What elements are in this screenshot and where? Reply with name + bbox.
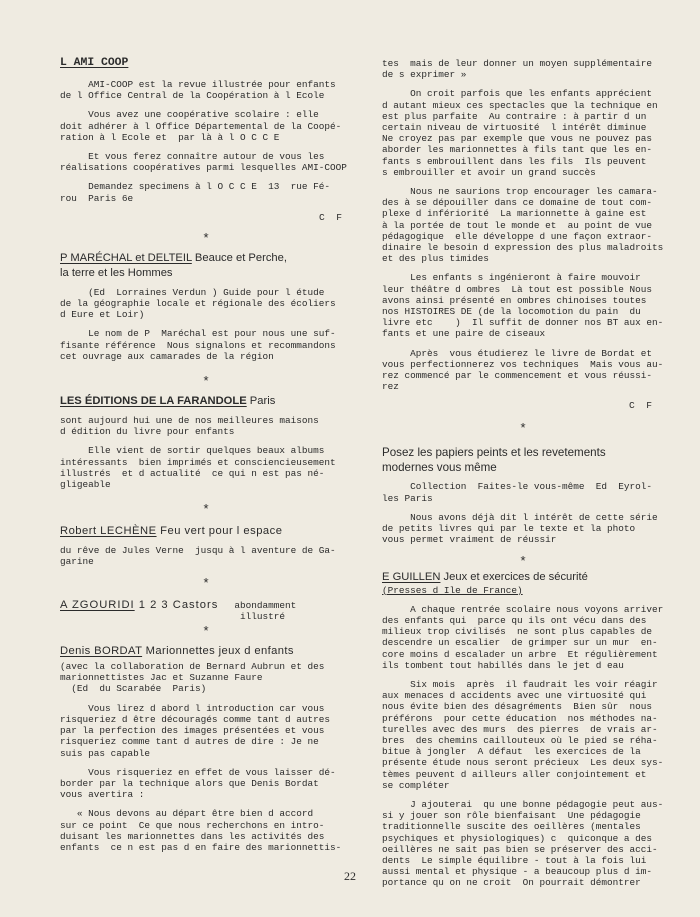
separator-star: * bbox=[203, 501, 209, 517]
bordat-para-2: Vous lirez d abord l introduction car vous risqueriez d être découragés comme tant d autres par la perfection des images présentées et vous risqueriez comme tant d autres de dire : Je ne suis pas capable bbox=[60, 702, 331, 759]
separator-star: * bbox=[203, 229, 209, 245]
ami-coop-heading: L AMI COOP bbox=[60, 57, 129, 69]
farandole-heading: LES ÉDITIONS DE LA FARANDOLE Paris bbox=[60, 395, 276, 408]
marechal-para-1: (Ed Lorraines Verdun ) Guide pour l étude de la géographie locale et régionale des écoliers d Eure et Loir) bbox=[60, 286, 336, 321]
marechal-heading: P MARÉCHAL et DELTEIL Beauce et Perche, bbox=[60, 251, 287, 264]
separator-star: * bbox=[203, 623, 209, 639]
bordat-cont-para-4: Les enfants s ingénieront à faire mouvoir leur théâtre d ombres Là tout est possible Nous avons ainsi présenté en ombres chinoises toutes nos HISTOIRES DE (de la locomotion du pain du livre etc ) Il suffit de donner nos BT aux en- fants et une paire de ciseaux bbox=[382, 272, 664, 340]
zgouridi-entry bbox=[60, 598, 352, 622]
marechal-para-2: Le nom de P Maréchal est pour nous une suf- fisante référence Nous signalons et recommandons cet ouvrage aux camarades de la région bbox=[60, 328, 336, 362]
guillen-heading: E GUILLEN Jeux et exercices de sécurité bbox=[382, 570, 588, 583]
ami-coop-para-3: Et vous ferez connaître autour de vous les réalisations coopératives parmi lesquelles AMI-COOP bbox=[60, 151, 347, 174]
bordat-cont-para-2: On croit parfois que les enfants apprécient d autant mieux ces spectacles que la technique en est plus parfaite Au contraire : à partir d un certain niveau de virtuosité l intérêt diminue Ne croyez pas par exemple que vous ne pouvez pas aborder les marionnettes à fils tant que les en- fants s embrouillent dans les fils Ils peuvent s embrouiller et avoir un grand succès bbox=[382, 88, 658, 178]
lechene-para-1: du rêve de Jules Verne jusqu à l aventure de Ga- garine bbox=[60, 545, 336, 568]
farandole-para-1: sont aujourd hui une de nos meilleures maisons d édition du livre pour enfants bbox=[60, 415, 319, 438]
separator-star: * bbox=[203, 373, 209, 389]
page-number: 22 bbox=[344, 869, 356, 883]
bordat-signature: C F bbox=[628, 400, 652, 412]
right-column bbox=[382, 58, 664, 889]
papiers-para-1: Collection Faites-le vous-même Ed Eyrol- les Paris bbox=[382, 481, 653, 504]
farandole-para-2: Elle vient de sortir quelques beaux albums intéressants bien imprimés et consciencieusement illustrés et d actualité ce qui n est pas né- gligeable bbox=[60, 445, 336, 491]
zgouridi-note: abondamment illustré bbox=[234, 599, 297, 622]
bordat-cont-para-1: tes mais de leur donner un moyen supplémentaire de s exprimer » bbox=[382, 58, 653, 81]
bordat-para-4: « Nous devons au départ être bien d accord sur ce point Ce que nous recherchons en intro- duisant les marionnettes dans les activités des enfants ce n est pas d en faire des marionnettis- bbox=[60, 808, 342, 853]
separator-star: * bbox=[520, 552, 526, 568]
guillen-publisher: (Presses d Ile de France) bbox=[382, 584, 523, 596]
guillen-para-3: J ajouterai qu une bonne pédagogie peut aus- si y jouer son rôle bienfaisant Une pédagogie traditionnelle suscite des oeillères (mentales psychiques et physiologiques) c quiconque a des oeillères ne sait pas bien se préserver des acci- dents Le simple équilibre - tout à la fois lui aussi mental et physique - a beaucoup plus d im- portance qu on ne croit On pourrait démontrer bbox=[382, 798, 664, 889]
ami-coop-para-1: AMI-COOP est la revue illustrée pour enfants de l Office Central de la Coopération à l Ecole bbox=[60, 79, 336, 102]
bordat-cont-para-3: Nous ne saurions trop encourager les camara- des à se dépouiller dans ce domaine de tout com- plexe d infériorité La marionnette à gaine est à la portée de tout le monde et au point de vue pédagogique elle développe d une façon extraor- dinaire le besoin d expression des plus maladroits et des plus timides bbox=[382, 186, 664, 265]
left-column bbox=[60, 56, 352, 853]
papiers-heading: Posez les papiers peints et les revetements bbox=[382, 446, 606, 460]
bordat-heading: Denis BORDAT Marionnettes jeux d enfants bbox=[60, 645, 294, 658]
zgouridi-heading: A ZGOURIDI 1 2 3 Castors bbox=[60, 598, 219, 611]
separator-star: * bbox=[520, 420, 526, 436]
guillen-para-2: Six mois après il faudrait les voir réagir aux menaces d accidents avec une virtuosité qui nous évite bien des désagréments Bien sûr nous préférons pour cette éducation nos méthodes na- turelles avec des murs des pierres de vrais ar- bres des chemins caillouteux où le pied se réha- bitue à jongler A défaut les exercices de la présente étude nous seront précieux Les deux sys- tèmes peuvent d ailleurs aller conjointement et se compléter bbox=[382, 678, 664, 791]
papiers-para-2: Nous avons déjà dit l intérêt de cette série de petits livres qui par le texte et la photo vous permet vraiment de réussir bbox=[382, 511, 658, 546]
guillen-para-1: A chaque rentrée scolaire nous voyons arriver des enfants qui parce qu ils ont vécu dans des milieux trop civilisés ne sont plus capables de descendre un escalier de grimper sur un mur en- core moins d escalader un arbre Et régulièrement ils tombent tout habillés dans le jet d eau bbox=[382, 603, 664, 671]
ami-coop-para-4: Demandez specimens à l O C C E 13 rue Fé- rou Paris 6e bbox=[60, 181, 331, 204]
ami-coop-signature: C F bbox=[318, 211, 342, 223]
bordat-cont-para-5: Après vous étudierez le livre de Bordat et vous perfectionnerez vos techniques Mais vous au- rez commencé par le commencement et vous réussi- rez bbox=[382, 347, 664, 393]
papiers-heading-line2: modernes vous même bbox=[382, 461, 497, 475]
bordat-para-1: (avec la collaboration de Bernard Aubrun et des marionnettistes Jac et Suzanne Faure (Ed du Scarabée Paris) bbox=[60, 661, 325, 695]
separator-star: * bbox=[203, 574, 209, 590]
ami-coop-para-2: Vous avez une coopérative scolaire : elle doit adhérer à l Office Départemental de la Coopé- ration à l Ecole et par là à l O C C E bbox=[60, 109, 342, 143]
bordat-para-3: Vous risqueriez en effet de vous laisser dé- border par la technique alors que Denis Bordat vous avertira : bbox=[60, 766, 336, 801]
marechal-heading-line2: la terre et les Hommes bbox=[60, 266, 173, 279]
lechene-heading: Robert LECHÈNE Feu vert pour l espace bbox=[60, 525, 283, 538]
